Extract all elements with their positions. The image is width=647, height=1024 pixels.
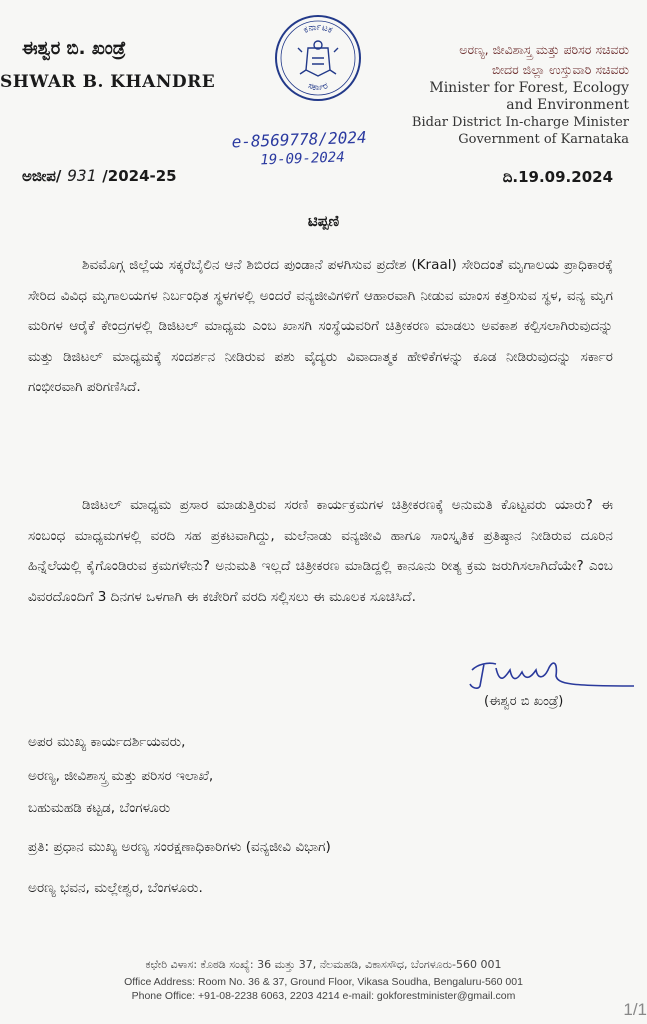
handwritten-signature: [466, 656, 636, 694]
designation-kannada-1: ಅರಣ್ಯ, ಜೀವಿಶಾಸ್ತ್ರ ಮತ್ತು ಪರಿಸರ ಸಚಿವರು: [459, 42, 629, 57]
body-paragraph: [28, 490, 613, 612]
paragraph-2-text: ಡಿಜಿಟಲ್ ಮಾಧ್ಯಮ ಪ್ರಸಾರ ಮಾಡುತ್ತಿರುವ ಸರಣಿ ಕಾರ್ಯಕ್ರಮಗಳ ಚಿತ್ರೀಕರಣಕ್ಕೆ ಅನುಮತಿ ಕೊಟ್ಟವರು ಯಾರು? ಈ ಸಂಬಂಧ ಮಾಧ್ಯಮಗಳಲ್ಲಿ ವರದಿ ಸಹ ಪ್ರಕಟವಾಗಿದ್ದು, ಮಲೆನಾಡು ವನ್ಯಜೀವಿ ಹಾಗೂ ಸಾಂಸ್ಕೃತಿಕ ಪ್ರತಿಷ್ಠಾನ ನೀಡಿರುವ ದೂರಿನ ಹಿನ್ನೆಲೆಯಲ್ಲಿ ಕೈಗೊಂಡಿರುವ ಕ್ರಮಗಳೇನು? ಅನುಮತಿ ಇಲ್ಲದೆ ಚಿತ್ರೀಕರಣ ಮಾಡಿದ್ದಲ್ಲಿ ಕಾನೂನು ರೀತ್ಯ ಕ್ರಮ ಜರುಗಿಸಲಾಗಿದೆಯೇ? ಎಂಬ ವಿವರದೊಂದಿಗೆ 3 ದಿನಗಳ ಒಳಗಾಗಿ ಈ ಕಚೇರಿಗೆ ವರದಿ ಸಲ್ಲಿಸಲು ಈ ಮೂಲಕ ಸೂಚಿಸಿದೆ.: [28, 497, 613, 605]
addressee-line: ಅಪರ ಮುಖ್ಯ ಕಾರ್ಯದರ್ಶಿಯವರು,: [28, 734, 186, 750]
paragraph-1-text: ಶಿವಮೊಗ್ಗ ಜಿಲ್ಲೆಯ ಸಕ್ಕರೆಬೈಲಿನ ಆನೆ ಶಿಬಿರದ ಪುಂಡಾನೆ ಪಳಗಿಸುವ ಪ್ರದೇಶ (Kraal) ಸೇರಿದಂತೆ ಮೃಗಾಲಯ ಪ್ರಾಧಿಕಾರಕ್ಕೆ ಸೇರಿದ ವಿವಿಧ ಮೃಗಾಲಯಗಳ ನಿರ್ಬಂಧಿತ ಸ್ಥಳಗಳಲ್ಲಿ ಅಂದರೆ ವನ್ಯಜೀವಿಗಳಿಗೆ ಆಹಾರವಾಗಿ ನೀಡುವ ಮಾಂಸ ಕತ್ತರಿಸುವ ಸ್ಥಳ, ವನ್ಯ ಮೃಗ ಮರಿಗಳ ಆರೈಕೆ ಕೇಂದ್ರಗಳಲ್ಲಿ ಡಿಜಿಟಲ್ ಮಾಧ್ಯಮ ಎಂಬ ಖಾಸಗಿ ಸಂಸ್ಥೆಯವರಿಗೆ ಚಿತ್ರೀಕರಣ ಮಾಡಲು ಅವಕಾಶ ಕಲ್ಪಿಸಲಾಗಿರುವುದನ್ನು ಮತ್ತು ಡಿಜಿಟಲ್ ಮಾಧ್ಯಮಕ್ಕೆ ಸಂದರ್ಶನ ನೀಡಿರುವ ಪಶು ವೈದ್ಯರು ವಿವಾದಾತ್ಮಕ ಹೇಳಿಕೆಗಳನ್ನು ಕೂಡ ನೀಡಿರುವುದನ್ನು ಸರ್ಕಾರ ಗಂಭೀರವಾಗಿ ಪರಿಗಣಿಸಿದೆ.: [28, 257, 613, 395]
footer-address-kannada: ಕಛೇರಿ ವಿಳಾಸ: ಕೊಠಡಿ ಸಂಖ್ಯೆ: 36 ಮತ್ತು 37, ನೆಲಮಹಡಿ, ವಿಕಾಸಸೌಧ, ಬೆಂಗಳೂರು-560 001: [145, 958, 502, 971]
minister-name-english: SHWAR B. KHANDRE: [0, 72, 216, 92]
designation-english-3: Bidar District In-charge Minister: [411, 115, 629, 130]
minister-name-kannada: ಈಶ್ವರ ಬಿ. ಖಂಡ್ರೆ: [22, 38, 126, 59]
designation-english-2: and Environment: [506, 97, 629, 113]
minister-designation: [369, 40, 629, 148]
reference-suffix: /2024-25: [102, 167, 177, 185]
note-title: ಟಿಪ್ಪಣಿ: [307, 212, 340, 230]
handwritten-date: 19-09-2024: [260, 149, 345, 169]
designation-kannada-2: ಬೀದರ ಜಿಲ್ಲಾ ಉಸ್ತುವಾರಿ ಸಚಿವರು: [492, 62, 629, 77]
seal-bottom-text: ಸರ್ಕಾರ: [306, 81, 330, 94]
svg-text:ಕರ್ನಾಟಕ: [302, 22, 333, 35]
body-paragraph: [28, 250, 613, 403]
svg-text:ಸರ್ಕಾರ: [307, 81, 330, 93]
reference-number: [22, 166, 177, 185]
designation-english-1: Minister for Forest, Ecology: [429, 80, 629, 96]
handwritten-file-number: [231, 128, 367, 170]
designation-english-4: Government of Karnataka: [458, 132, 629, 147]
reference-prefix: ಅಜೀಪ/: [22, 167, 62, 185]
copy-to-line: ಪ್ರತಿ: ಪ್ರಧಾನ ಮುಖ್ಯ ಅರಣ್ಯ ಸಂರಕ್ಷಣಾಧಿಕಾರಿಗಳು (ವನ್ಯಜೀವಿ ವಿಭಾಗ): [28, 839, 331, 855]
letter-date: ದಿ.19.09.2024: [502, 168, 613, 186]
reference-handwritten-number: 931: [67, 166, 97, 185]
karnataka-seal-emblem: [272, 12, 364, 104]
handwritten-file-no: e-8569778/2024: [231, 127, 367, 152]
copy-to-address: ಅರಣ್ಯ ಭವನ, ಮಲ್ಲೇಶ್ವರ, ಬೆಂಗಳೂರು.: [28, 880, 203, 896]
page-number: 1/1: [623, 1000, 647, 1019]
footer-address-english: Office Address: Room No. 36 & 37, Ground Floor, Vikasa Soudha, Bengaluru-560 001: [124, 976, 523, 988]
seal-top-text: ಕರ್ನಾಟಕ: [302, 22, 334, 36]
addressee-line: ಅರಣ್ಯ, ಜೀವಿಶಾಸ್ತ್ರ ಮತ್ತು ಪರಿಸರ ಇಲಾಖೆ,: [28, 768, 214, 784]
footer-contact: Phone Office: +91-08-2238 6063, 2203 4214 e-mail: gokforestminister@gmail.com: [131, 990, 516, 1002]
addressee-line: ಬಹುಮಹಡಿ ಕಟ್ಟಡ, ಬೆಂಗಳೂರು: [28, 800, 171, 816]
gandaberunda-emblem: [298, 41, 338, 76]
signatory-name: (ಈಶ್ವರ ಬಿ ಖಂಡ್ರೆ): [484, 694, 564, 709]
